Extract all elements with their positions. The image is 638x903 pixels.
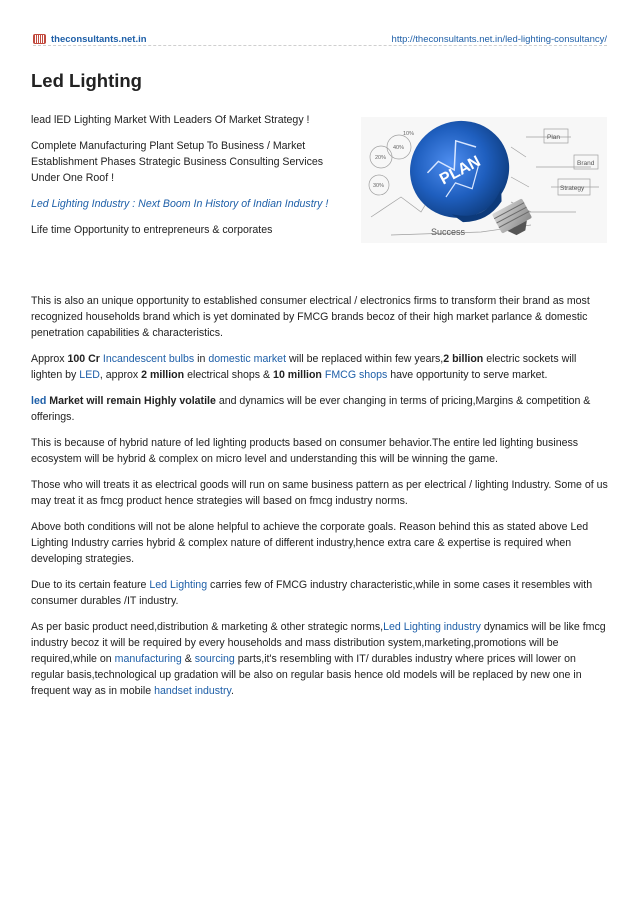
sourcing-link[interactable]: sourcing	[194, 653, 235, 665]
pct-label-a: 20%	[375, 155, 387, 161]
intro-industry-link[interactable]: Led Lighting Industry : Next Boom In History of Indian Industry !	[31, 198, 329, 210]
intro-block	[31, 112, 341, 248]
hero-bulb-image	[361, 117, 607, 243]
sticky-brand-text: Brand	[577, 160, 595, 167]
article-body	[31, 293, 608, 709]
body-paragraph-5: Those who will treats it as electrical goods will run on same business pattern as per electrical / lighting Industry. Some of us may treat it as fmcg product hence strategies will based on fmcg industry norms.	[31, 479, 608, 507]
sticky-strategy-text: Strategy	[560, 185, 585, 192]
led-link[interactable]: LED	[79, 369, 100, 381]
body-paragraph-3: led Market will remain Highly volatile and dynamics will be ever changing in terms of pricing,Margins & competition & offerings.	[31, 395, 591, 423]
page-url-link[interactable]: http://theconsultants.net.in/led-lighting-consultancy/	[391, 33, 607, 45]
led-market-link[interactable]: led	[31, 395, 47, 407]
body-paragraph-4: This is because of hybrid nature of led lighting products based on consumer behavior.The entire led lighting business ecosystem will be hybrid & complex on micro level and understanding this will be winning the game.	[31, 437, 579, 465]
handset-industry-link[interactable]: handset industry	[154, 685, 232, 697]
body-paragraph-8: As per basic product need,distribution & marketing & other strategic norms,Led Lighting industry dynamics will be like fmcg industry becoz it will be required by every households and mass distribution system,marketing,promotions will be required,while on manufacturing & sourcing parts,it's resembling with IT/ durables industry where prices will lower on regular basis,technological up gradation will be also on regular basis hence old models will be replaced by new one in frequent way as in mobile handset industry.	[31, 621, 606, 697]
bulb-illustration-icon	[361, 117, 607, 243]
bold-volatile: Market will remain Highly volatile	[46, 395, 216, 407]
body-paragraph-2: Approx 100 Cr Incandescent bulbs in domestic market will be replaced within few years,2 billion electric sockets will lighten by LED, approx 2 million electrical shops & 10 million FMCG shops have opportunity to serve market.	[31, 353, 577, 381]
bold-100cr: 100 Cr	[67, 353, 100, 365]
body-paragraph-6: Above both conditions will not be alone helpful to achieve the corporate goals. Reason behind this as stated above Led Lighting Industry carries hybrid & complex nature of different industry,hence extra care & expertise is required when developing strategies.	[31, 521, 589, 565]
pct-label-d: 10%	[403, 131, 415, 137]
site-brand[interactable]	[33, 34, 147, 45]
pct-label-c: 30%	[373, 183, 385, 189]
body-paragraph-7: Due to its certain feature Led Lighting carries few of FMCG industry characteristic,while in some cases it resembles with consumer durables /IT industry.	[31, 579, 593, 607]
fmcg-shops-link[interactable]: FMCG shops	[324, 369, 388, 381]
site-name[interactable]: theconsultants.net.in	[51, 33, 147, 45]
intro-line-4: Life time Opportunity to entrepreneurs & corporates	[31, 224, 273, 236]
body-paragraph-1: This is also an unique opportunity to established consumer electrical / electronics firms to transform their brand as most recognized households brand which is yet dominated by FMCG brands becoz of their high market parlance & domestic penetration capabilities & characteristics.	[31, 295, 590, 339]
intro-line-3[interactable]	[31, 196, 341, 212]
sticky-plan-text: Plan	[547, 134, 561, 141]
bold-2-million: 2 million	[141, 369, 185, 381]
bulb-plan-text: PLAN	[437, 152, 484, 189]
led-lighting-link[interactable]: Led Lighting	[149, 579, 208, 591]
bold-10-million: 10 million	[273, 369, 322, 381]
pct-label-b: 40%	[393, 145, 405, 151]
intro-line-1: lead lED Lighting Market With Leaders Of Market Strategy !	[31, 114, 310, 126]
page-title: Led Lighting	[31, 70, 142, 91]
header-divider	[33, 45, 607, 46]
bold-2-billion: 2 billion	[443, 353, 484, 365]
led-lighting-industry-link[interactable]: Led Lighting industry	[383, 621, 481, 633]
domestic-market-link[interactable]: domestic market	[208, 353, 287, 365]
incandescent-bulbs-link[interactable]: Incandescent bulbs	[102, 353, 195, 365]
success-text: Success	[431, 227, 466, 237]
manufacturing-link[interactable]: manufacturing	[114, 653, 182, 665]
site-logo-icon	[33, 34, 46, 44]
intro-line-2: Complete Manufacturing Plant Setup To Business / Market Establishment Phases Strategic Business Consulting Services Under One Roof !	[31, 140, 324, 184]
